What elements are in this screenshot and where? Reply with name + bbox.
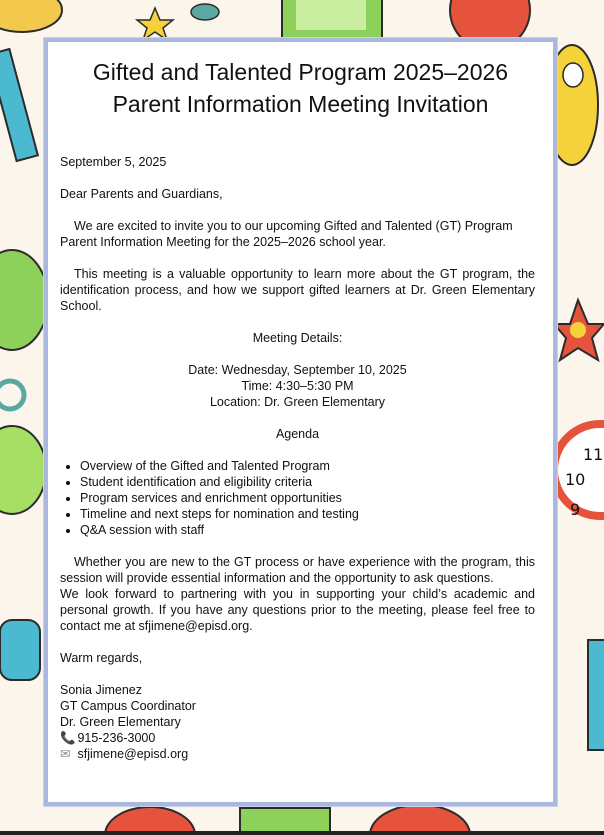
- meeting-location: Location: Dr. Green Elementary: [209, 395, 386, 409]
- apple-illustration-top-left: [0, 0, 62, 32]
- letter-body: [60, 154, 535, 762]
- title-line-1: Gifted and Talented Program 2025–2026: [92, 59, 509, 85]
- star-badge-right: [554, 300, 604, 360]
- svg-text:11: 11: [583, 445, 604, 464]
- signature-email: [60, 746, 535, 762]
- signature-role: GT Campus Coordinator: [60, 699, 196, 713]
- svg-text:9: 9: [570, 500, 581, 519]
- meeting-time: Time: 4:30–5:30 PM: [241, 379, 354, 393]
- signature-phone: [60, 730, 535, 746]
- bottom-edge: [0, 831, 604, 835]
- agenda-item: • Timeline and next steps for nomination and testing: [80, 506, 535, 522]
- intro-paragraph: We are excited to invite you to our upcoming Gifted and Talented (GT) Program Parent Information Meeting for the 2025–2026 school year.: [60, 219, 513, 249]
- clock-illustration: [554, 424, 604, 519]
- agenda-item: • Overview of the Gifted and Talented Program: [80, 458, 535, 474]
- letter-date: September 5, 2025: [60, 155, 167, 169]
- bottle-illustration-left: [0, 620, 40, 680]
- phone-number: 915-236-3000: [77, 731, 156, 745]
- scissors-illustration: [0, 381, 24, 409]
- mail-icon: ✉: [60, 747, 71, 761]
- leaf-icon: [191, 4, 219, 20]
- agenda-heading: Agenda: [275, 427, 320, 441]
- notebook-illustration: [282, 0, 382, 38]
- phone-icon: 📞: [60, 731, 76, 745]
- closing-line: Warm regards,: [60, 651, 143, 665]
- signature-school: Dr. Green Elementary: [60, 715, 181, 729]
- purpose-paragraph: This meeting is a valuable opportunity to learn more about the GT program, the identification process, and how we support gifted learners at Dr. Green Elementary School.: [60, 267, 535, 313]
- meeting-details-heading: Meeting Details:: [252, 331, 343, 345]
- title-line-2: Parent Information Meeting Invitation: [112, 91, 489, 117]
- crayon-illustration-right: [588, 640, 604, 750]
- signature-name: Sonia Jimenez: [60, 683, 142, 697]
- star-icon: [137, 8, 173, 40]
- svg-text:10: 10: [565, 470, 586, 489]
- agenda-item: • Program services and enrichment opportunities: [80, 490, 535, 506]
- meeting-date: Date: Wednesday, September 10, 2025: [188, 363, 407, 377]
- closing-paragraph: We look forward to partnering with you in supporting your child’s academic and personal growth. If you have any questions prior to the meeting, please feel free to contact me at sfjimene@episd.org.: [60, 587, 535, 633]
- agenda-item: • Q&A session with staff: [80, 522, 535, 538]
- email-address: sfjimene@episd.org: [77, 747, 189, 761]
- invitation-letter: [44, 38, 557, 806]
- agenda-list: [60, 458, 535, 538]
- session-paragraph: Whether you are new to the GT process or have experience with the program, this session will provide essential information and the opportunity to ask questions.: [60, 555, 535, 585]
- agenda-item: • Student identification and eligibility criteria: [80, 474, 535, 490]
- page-title: [48, 56, 553, 120]
- salutation: Dear Parents and Guardians,: [60, 187, 223, 201]
- crayon-illustration-left: [0, 49, 38, 161]
